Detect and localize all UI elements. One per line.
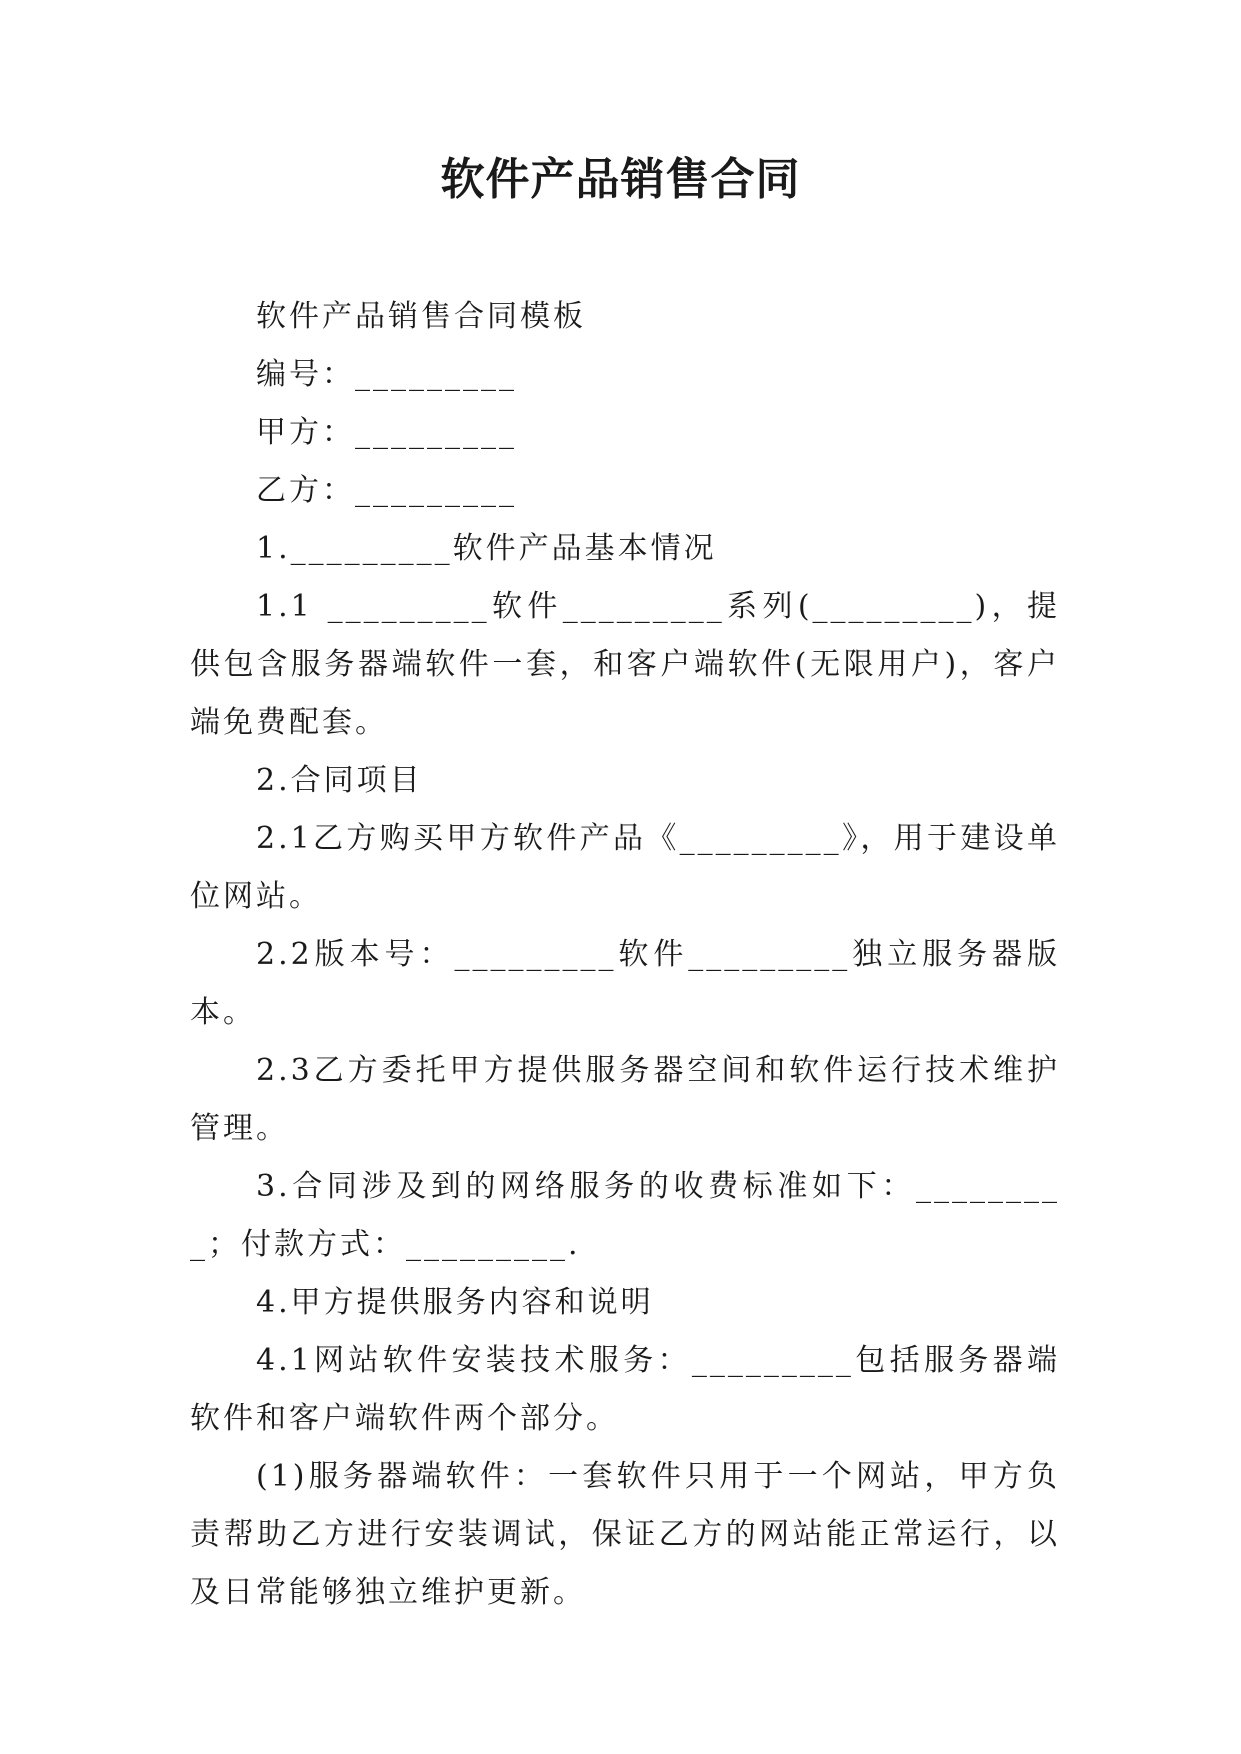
document-title: 软件产品销售合同 [440,154,801,205]
paragraph-section-1-1: 1.1 _________软件_________系列(_________)，提供包含服务器端软件一套，和客户端软件(无限用户)，客户端免费配套。 [190,589,1060,740]
paragraph-section-4-1-item-1: (1)服务器端软件：一套软件只用于一个网站，甲方负责帮助乙方进行安装调试，保证乙方的网站能正常运行，以及日常能够独立维护更新。 [190,1459,1060,1610]
paragraph-contract-number: 编号：_________ [256,357,517,392]
paragraph-section-1: 1._________软件产品基本情况 [256,531,717,566]
document-body [190,288,1060,1622]
paragraph-party-a: 甲方：_________ [256,415,517,450]
paragraph-section-2-3: 2.3乙方委托甲方提供服务器空间和软件运行技术维护管理。 [190,1053,1060,1146]
paragraph-party-b: 乙方：_________ [256,473,517,508]
paragraph-section-3: 3.合同涉及到的网络服务的收费标准如下：_________；付款方式：_________. [190,1169,1060,1262]
paragraph-section-4: 4.甲方提供服务内容和说明 [256,1285,654,1320]
paragraph-section-4-1: 4.1网站软件安装技术服务：_________包括服务器端软件和客户端软件两个部分。 [190,1343,1060,1436]
paragraph-template-name: 软件产品销售合同模板 [256,299,586,334]
paragraph-section-2-2: 2.2版本号：_________软件_________独立服务器版本。 [190,937,1060,1030]
paragraph-section-2-1: 2.1乙方购买甲方软件产品《_________》，用于建设单位网站。 [190,821,1060,914]
paragraph-section-2: 2.合同项目 [256,763,423,798]
